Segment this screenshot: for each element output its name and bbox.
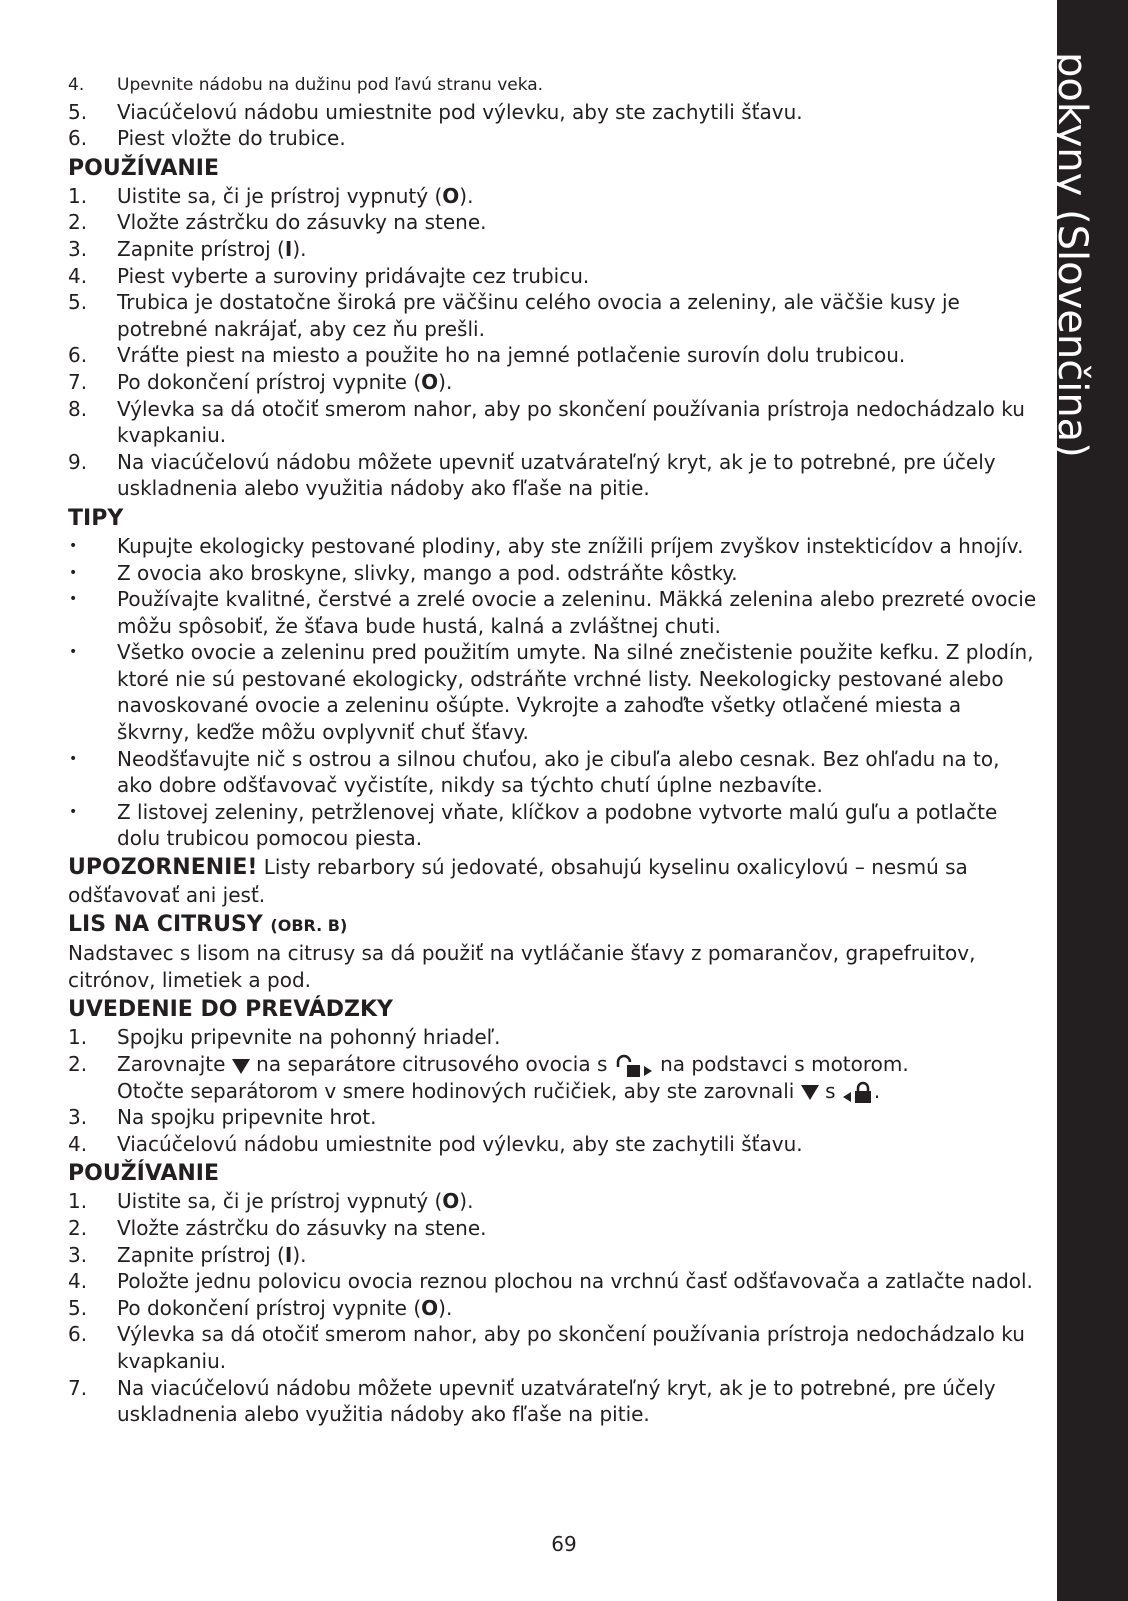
item-text: Na spojku pripevnite hrot. bbox=[117, 1105, 377, 1130]
item-number: 3. bbox=[68, 1242, 88, 1267]
bullet: • bbox=[69, 644, 78, 661]
switch-symbol: I bbox=[284, 236, 293, 261]
tip-text: Všetko ovocie a zeleninu pred použitím umyte. Na silné znečistenie použite kefku. Z plodín, ktoré nie sú pestované ekologicky, odstráňte vrchné listy. Neekologicky pestované alebo navoskované ovocie a zeleninu ošúpte. Vykrojte a zahoďte všetky otlačené miesta a škvrny, keďže môžu ovplyvniť chuť šťavy. bbox=[117, 640, 1034, 745]
item-text: Spojku pripevnite na pohonný hriadeľ. bbox=[117, 1025, 501, 1050]
item-text: Piest vložte do trubice. bbox=[117, 126, 346, 151]
warning-note bbox=[68, 854, 1038, 908]
list-item bbox=[68, 125, 1038, 152]
switch-symbol: O bbox=[421, 1295, 439, 1320]
list-item bbox=[68, 1051, 1038, 1104]
list-item bbox=[68, 289, 1038, 342]
unlock-arrow-icon bbox=[614, 1054, 654, 1078]
setup-steps-list bbox=[68, 1024, 1038, 1157]
list-item bbox=[68, 1024, 1038, 1051]
tip-text: Používajte kvalitné, čerstvé a zrelé ovocie a zeleninu. Mäkká zelenina alebo prezreté ovocie môžu spôsobiť, že šťava bude hustá, kalná a zvláštnej chuti. bbox=[117, 587, 1037, 638]
item-text: Upevnite nádobu na dužinu pod ľavú stranu veka. bbox=[117, 75, 544, 95]
item-number: 1. bbox=[68, 183, 88, 208]
usage-heading-2: POUŽÍVANIE bbox=[68, 1161, 220, 1187]
switch-symbol: O bbox=[442, 1189, 460, 1214]
setup-heading: UVEDENIE DO PREVÁDZKY bbox=[68, 997, 393, 1023]
item-text: Piest vyberte a suroviny pridávajte cez trubicu. bbox=[117, 263, 590, 288]
item-text-c: na podstavci s motorom. bbox=[660, 1052, 909, 1076]
item-text: Vložte zástrčku do zásuvky na stene. bbox=[117, 210, 487, 235]
usage-heading: POUŽÍVANIE bbox=[68, 155, 220, 181]
item-number: 9. bbox=[68, 449, 88, 474]
item-number: 5. bbox=[68, 99, 88, 124]
bullet: • bbox=[69, 537, 78, 554]
switch-symbol: O bbox=[442, 183, 460, 208]
citrus-heading-title: LIS NA CITRUSY bbox=[68, 912, 263, 938]
tip-text: Z listovej zeleniny, petržlenovej vňate, klíčkov a podobne vytvorte malú guľu a potlačte dolu trubicou pomocou piesta. bbox=[117, 799, 998, 851]
item-text-end: ). bbox=[292, 236, 307, 261]
item-text-e: s bbox=[825, 1078, 836, 1103]
tips-list bbox=[68, 533, 1038, 852]
list-item bbox=[68, 1268, 1038, 1295]
item-text: Výlevka sa dá otočiť smerom nahor, aby po skončení používania prístroja nedochádzalo ku kvapkaniu. bbox=[117, 1322, 1025, 1373]
item-text: Položte jednu polovicu ovocia reznou plochou na vrchnú časť odšťavovača a zatlačte nadol. bbox=[117, 1269, 1033, 1294]
lock-arrow-icon bbox=[842, 1080, 874, 1104]
list-item bbox=[68, 1375, 1038, 1428]
switch-symbol: O bbox=[421, 369, 439, 394]
item-number: 4. bbox=[68, 75, 85, 95]
tip-item bbox=[68, 560, 1038, 587]
bullet: • bbox=[69, 750, 78, 767]
item-number: 4. bbox=[68, 1269, 88, 1294]
item-text: Uistite sa, či je prístroj vypnutý ( bbox=[117, 183, 443, 208]
tip-item bbox=[68, 639, 1038, 745]
list-item bbox=[68, 342, 1038, 369]
item-number: 2. bbox=[68, 210, 88, 235]
item-number: 4. bbox=[68, 263, 88, 288]
citrus-figure-ref: (OBR. B) bbox=[270, 916, 348, 936]
item-number: 1. bbox=[68, 1025, 88, 1050]
list-item bbox=[68, 449, 1038, 502]
item-text: Vráťte piest na miesto a použite ho na jemné potlačenie surovín dolu trubicou. bbox=[117, 343, 906, 368]
item-number: 2. bbox=[68, 1052, 88, 1076]
tip-item bbox=[68, 746, 1038, 799]
item-text-end: ). bbox=[292, 1242, 307, 1267]
list-item bbox=[68, 369, 1038, 396]
warning-label: UPOZORNENIE! bbox=[68, 855, 258, 881]
page-number bbox=[0, 1532, 1128, 1556]
list-item bbox=[68, 99, 1038, 126]
list-item bbox=[68, 183, 1038, 210]
list-item bbox=[68, 396, 1038, 449]
usage-steps-list-2 bbox=[68, 1188, 1038, 1427]
item-text: Na viacúčelovú nádobu môžete upevniť uzatvárateľný kryt, ak je to potrebné, pre účely uskladnenia alebo využitia nádoby ako fľaše na pitie. bbox=[117, 449, 996, 501]
bullet: • bbox=[69, 591, 78, 608]
switch-symbol: I bbox=[284, 1242, 293, 1267]
page-number-text: 69 bbox=[551, 1532, 577, 1556]
tip-item bbox=[68, 799, 1038, 852]
item-text: Výlevka sa dá otočiť smerom nahor, aby po skončení používania prístroja nedochádzalo ku kvapkaniu. bbox=[117, 396, 1025, 448]
list-item bbox=[68, 1131, 1038, 1158]
page-content bbox=[68, 72, 1038, 1428]
item-text: Viacúčelovú nádobu umiestnite pod výlevku, aby ste zachytili šťavu. bbox=[117, 1131, 803, 1156]
item-number: 3. bbox=[68, 1105, 88, 1130]
item-text: Viacúčelovú nádobu umiestnite pod výlevku, aby ste zachytili šťavu. bbox=[117, 99, 803, 124]
item-text-end: ). bbox=[459, 1189, 474, 1214]
list-item bbox=[68, 1321, 1038, 1374]
tip-text: Neodšťavujte nič s ostrou a silnou chuťou, ako je cibuľa alebo cesnak. Bez ohľadu na to, ako dobre odšťavovač vyčistíte, nikdy sa týchto chutí úplne nezbavíte. bbox=[117, 746, 1000, 798]
tip-item bbox=[68, 586, 1038, 639]
usage-steps-list bbox=[68, 183, 1038, 502]
citrus-description: Nadstavec s lisom na citrusy sa dá použiť na vytláčanie šťavy z pomarančov, grapefruitov, citrónov, limetiek a pod. bbox=[68, 941, 976, 992]
item-text: Zapnite prístroj ( bbox=[117, 236, 285, 261]
list-item bbox=[68, 1295, 1038, 1322]
item-text-d: Otočte separátorom v smere hodinových ručičiek, aby ste zarovnali bbox=[117, 1078, 795, 1103]
item-number: 3. bbox=[68, 236, 88, 261]
list-item bbox=[68, 1242, 1038, 1269]
triangle-down-icon bbox=[232, 1058, 250, 1074]
item-number: 7. bbox=[68, 369, 88, 394]
list-item bbox=[68, 1188, 1038, 1215]
item-number: 2. bbox=[68, 1215, 88, 1240]
item-number: 4. bbox=[68, 1131, 88, 1156]
list-item bbox=[68, 236, 1038, 263]
tips-heading: TIPY bbox=[68, 505, 124, 531]
tip-text: Z ovocia ako broskyne, slivky, mango a pod. odstráňte kôstky. bbox=[117, 560, 738, 585]
item-number: 6. bbox=[68, 1322, 88, 1347]
list-item bbox=[68, 1215, 1038, 1242]
item-text-a: Zarovnajte bbox=[117, 1052, 226, 1076]
item-text-end: ). bbox=[459, 183, 474, 208]
item-text: Zapnite prístroj ( bbox=[117, 1242, 285, 1267]
list-item bbox=[68, 263, 1038, 290]
item-text-b: na separátore citrusového ovocia s bbox=[256, 1052, 608, 1076]
item-number: 6. bbox=[68, 126, 88, 151]
item-number: 5. bbox=[68, 1295, 88, 1320]
list-item bbox=[68, 1104, 1038, 1131]
assembly-continued-list bbox=[68, 72, 1038, 152]
side-tab-title: pokyny (Slovenčina) bbox=[1049, 52, 1095, 458]
item-text: Vložte zástrčku do zásuvky na stene. bbox=[117, 1215, 487, 1240]
bullet: • bbox=[69, 564, 78, 581]
item-text-f: . bbox=[873, 1078, 881, 1103]
item-number: 8. bbox=[68, 396, 88, 421]
tip-text: Kupujte ekologicky pestované plodiny, aby ste znížili príjem zvyškov instekticídov a hnojív. bbox=[117, 533, 1024, 558]
item-text: Trubica je dostatočne široká pre väčšinu celého ovocia a zeleniny, ale väčšie kusy je potrebné nakrájať, aby cez ňu prešli. bbox=[117, 290, 960, 341]
bullet: • bbox=[69, 803, 78, 820]
list-item bbox=[68, 72, 1038, 99]
list-item bbox=[68, 209, 1038, 236]
item-number: 5. bbox=[68, 290, 88, 315]
item-number: 6. bbox=[68, 343, 88, 368]
item-text: Po dokončení prístroj vypnite ( bbox=[117, 1295, 422, 1320]
item-text: Po dokončení prístroj vypnite ( bbox=[117, 369, 422, 394]
item-number: 7. bbox=[68, 1375, 88, 1400]
citrus-heading bbox=[68, 911, 1038, 940]
item-text: Uistite sa, či je prístroj vypnutý ( bbox=[117, 1189, 443, 1214]
triangle-down-icon bbox=[801, 1084, 819, 1100]
item-text-end: ). bbox=[438, 1295, 453, 1320]
item-text-end: ). bbox=[438, 369, 453, 394]
item-number: 1. bbox=[68, 1189, 88, 1214]
tip-item bbox=[68, 533, 1038, 560]
warning-text: Listy rebarbory sú jedovaté, obsahujú kyselinu oxalicylovú – nesmú sa odšťavovať ani jesť. bbox=[68, 855, 968, 907]
item-text: Na viacúčelovú nádobu môžete upevniť uzatvárateľný kryt, ak je to potrebné, pre účely uskladnenia alebo využitia nádoby ako fľaše na pitie. bbox=[117, 1375, 996, 1427]
